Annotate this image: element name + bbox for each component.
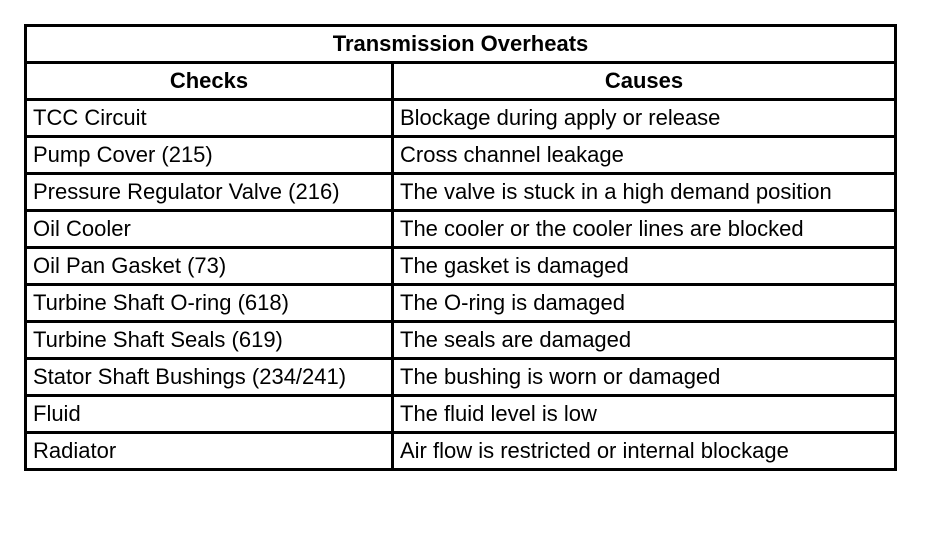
table-row xyxy=(26,322,896,359)
table-row xyxy=(26,359,896,396)
cause-cell: The cooler or the cooler lines are blocked xyxy=(393,211,896,248)
table-title-row xyxy=(26,26,896,63)
table-title: Transmission Overheats xyxy=(26,26,896,63)
table-row xyxy=(26,211,896,248)
check-cell: TCC Circuit xyxy=(26,100,393,137)
table-row xyxy=(26,100,896,137)
cause-cell: The fluid level is low xyxy=(393,396,896,433)
table-row xyxy=(26,285,896,322)
cause-cell: The seals are damaged xyxy=(393,322,896,359)
check-cell: Fluid xyxy=(26,396,393,433)
cause-cell: The gasket is damaged xyxy=(393,248,896,285)
column-header-causes: Causes xyxy=(393,63,896,100)
table-row xyxy=(26,396,896,433)
table-row xyxy=(26,248,896,285)
transmission-overheats-table xyxy=(24,24,897,471)
check-cell: Oil Pan Gasket (73) xyxy=(26,248,393,285)
check-cell: Turbine Shaft Seals (619) xyxy=(26,322,393,359)
cause-cell: Air flow is restricted or internal blockage xyxy=(393,433,896,470)
table-row xyxy=(26,137,896,174)
cause-cell: The valve is stuck in a high demand position xyxy=(393,174,896,211)
cause-cell: The bushing is worn or damaged xyxy=(393,359,896,396)
check-cell: Radiator xyxy=(26,433,393,470)
cause-cell: Blockage during apply or release xyxy=(393,100,896,137)
table-head xyxy=(26,26,896,100)
table-header-row xyxy=(26,63,896,100)
check-cell: Pump Cover (215) xyxy=(26,137,393,174)
table-row xyxy=(26,433,896,470)
table-body xyxy=(26,100,896,470)
check-cell: Turbine Shaft O-ring (618) xyxy=(26,285,393,322)
check-cell: Pressure Regulator Valve (216) xyxy=(26,174,393,211)
check-cell: Oil Cooler xyxy=(26,211,393,248)
cause-cell: Cross channel leakage xyxy=(393,137,896,174)
column-header-checks: Checks xyxy=(26,63,393,100)
cause-cell: The O-ring is damaged xyxy=(393,285,896,322)
check-cell: Stator Shaft Bushings (234/241) xyxy=(26,359,393,396)
table-row xyxy=(26,174,896,211)
